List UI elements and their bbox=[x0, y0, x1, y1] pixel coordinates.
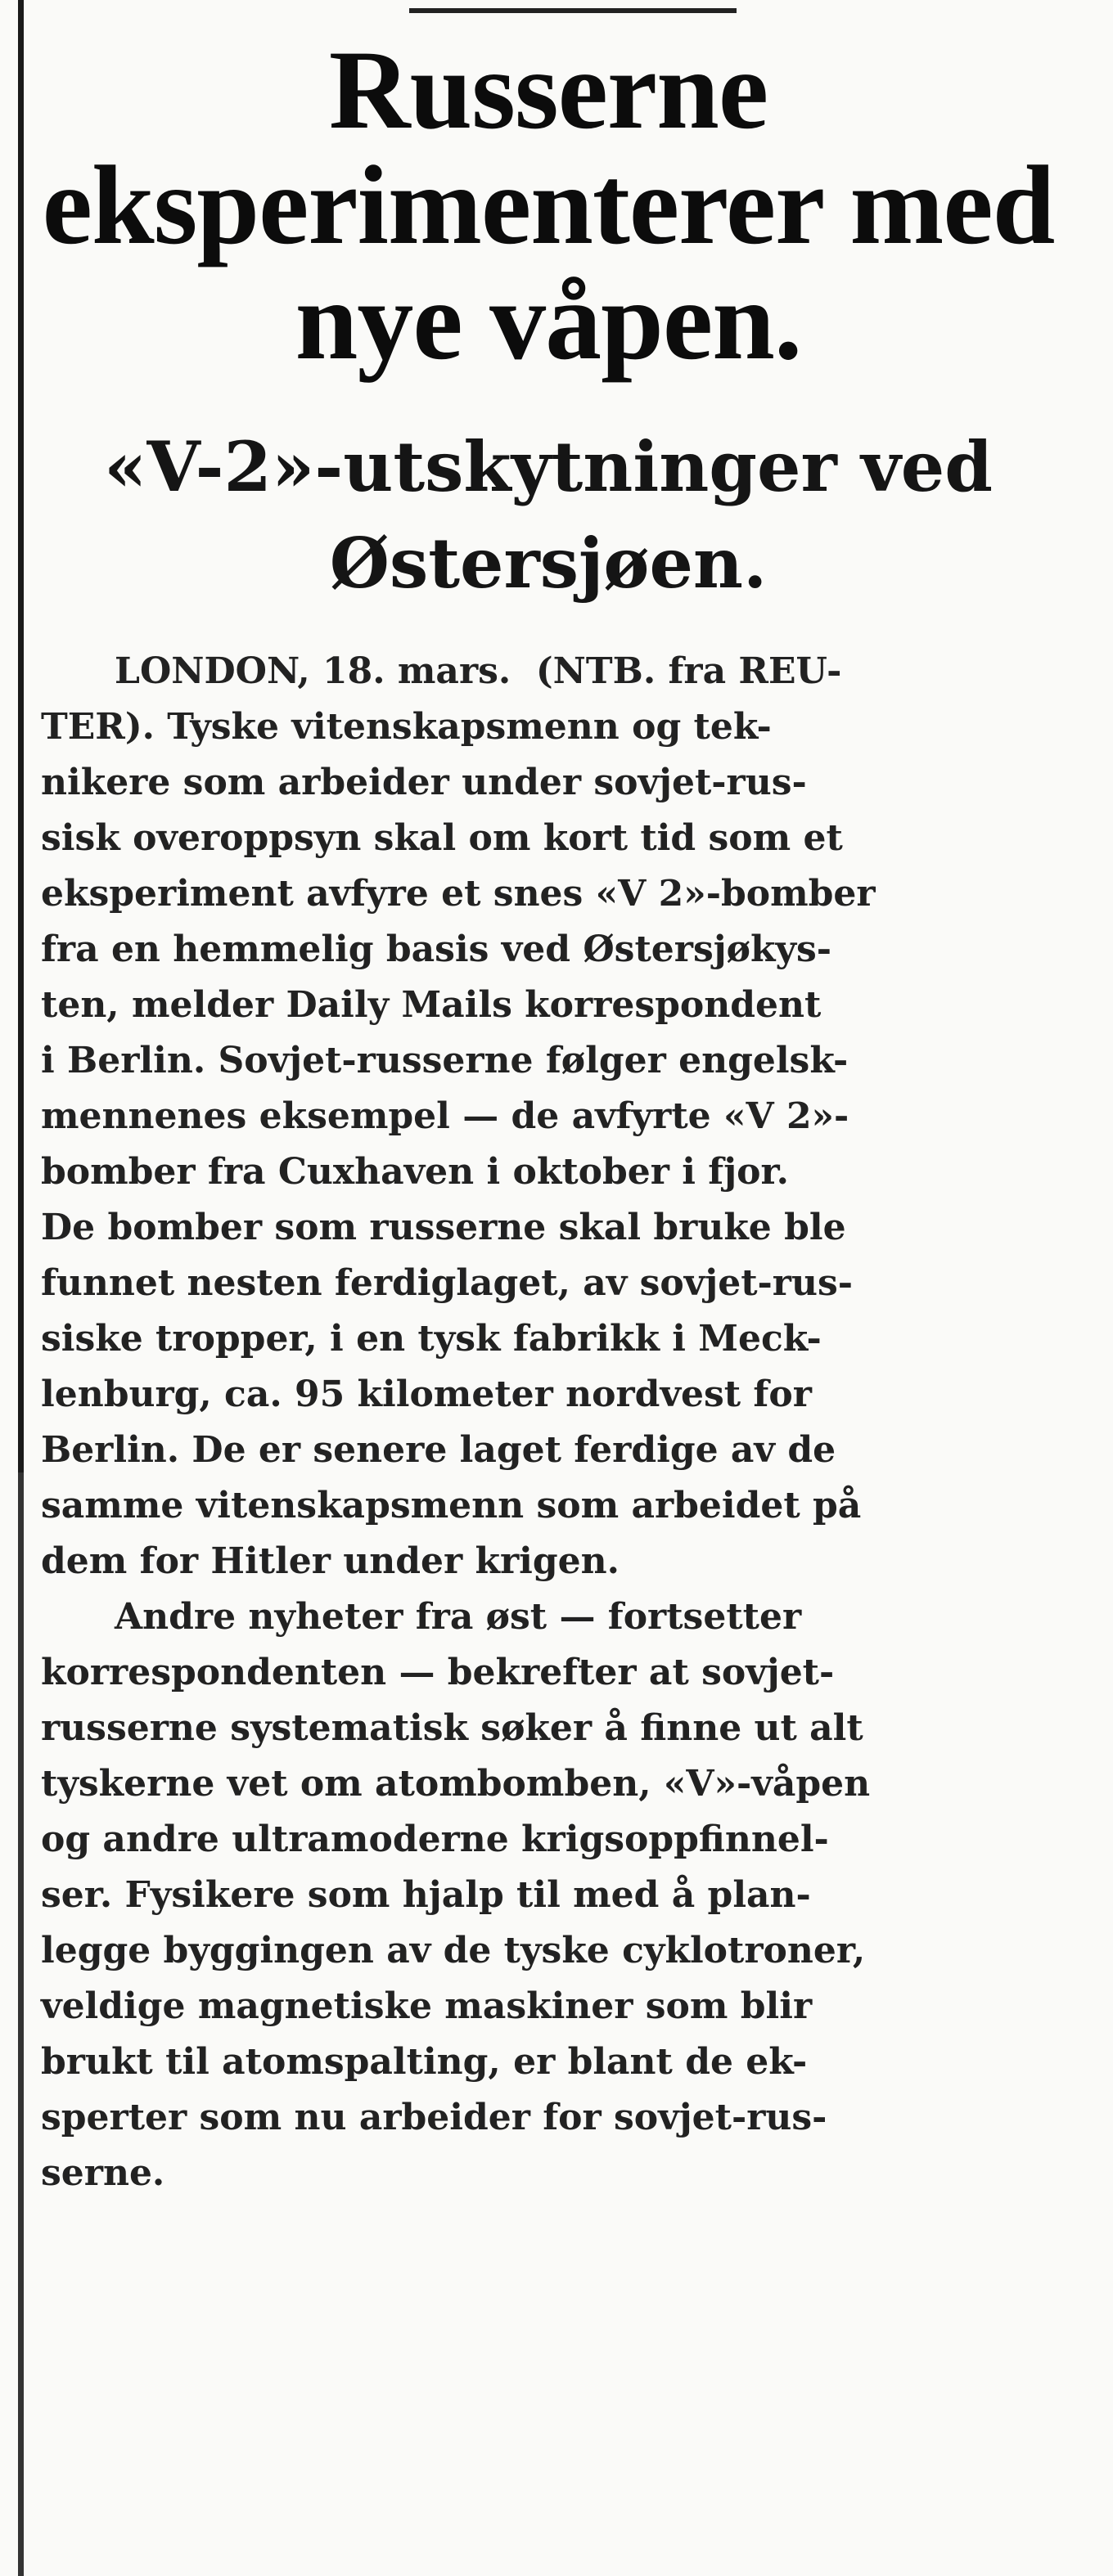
body-line: ten, melder Daily Mails korrespondent bbox=[41, 984, 822, 1027]
body-line: sisk overoppsyn skal om kort tid som et bbox=[41, 817, 843, 860]
body-line: eksperiment avfyre et snes «V 2»-bomber bbox=[41, 873, 876, 915]
headline-line: Russerne bbox=[328, 27, 768, 152]
body-line: nikere som arbeider under sovjet-rus- bbox=[41, 762, 807, 804]
column-rule bbox=[18, 0, 24, 1472]
body-line bbox=[41, 644, 1056, 699]
body-line: Berlin. De er senere laget ferdige av de bbox=[41, 1429, 836, 1472]
body-line: og andre ultramoderne krigsoppfinnel- bbox=[41, 1818, 829, 1861]
body-line: tyskerne vet om atombomben, «V»-våpen bbox=[41, 1763, 871, 1805]
body-line: russerne systematisk søker å finne ut alt bbox=[41, 1707, 863, 1750]
body-line: serne. bbox=[41, 2152, 165, 2195]
body-line: i Berlin. Sovjet-russerne følger engelsk- bbox=[41, 1040, 849, 1082]
body-line: siske tropper, i en tysk fabrikk i Meck- bbox=[41, 1318, 822, 1360]
body-line: sperter som nu arbeider for sovjet-rus- bbox=[41, 2097, 827, 2139]
body-line: fra en hemmelig basis ved Østersjøkys- bbox=[41, 928, 832, 971]
body-line: lenburg, ca. 95 kilometer nordvest for bbox=[41, 1373, 812, 1416]
body-line: brukt til atomspalting, er blant de ek- bbox=[41, 2041, 808, 2084]
body-line: dem for Hitler under krigen. bbox=[41, 1540, 620, 1583]
body-line: TER). Tyske vitenskapsmenn og tek- bbox=[41, 706, 772, 749]
body-line: bomber fra Cuxhaven i oktober i fjor. bbox=[41, 1151, 789, 1194]
body-line: mennenes eksempel — de avfyrte «V 2»- bbox=[41, 1095, 849, 1138]
subheadline bbox=[41, 419, 1056, 611]
headline-line: eksperimenterer med bbox=[42, 142, 1055, 267]
article-body bbox=[41, 644, 1056, 2201]
article bbox=[41, 27, 1056, 2201]
headline-line: nye våpen. bbox=[295, 257, 802, 383]
body-line: De bomber som russerne skal bruke ble bbox=[41, 1207, 846, 1249]
body-line: ser. Fysikere som hjalp til med å plan- bbox=[41, 1874, 811, 1917]
body-line: legge byggingen av de tyske cyklotroner, bbox=[41, 1930, 866, 1972]
body-line: funnet nesten ferdiglaget, av sovjet-rus- bbox=[41, 1262, 853, 1305]
subheadline-line: «V-2»-utskytninger ved bbox=[104, 426, 993, 508]
body-line: korrespondenten — bekrefter at sovjet- bbox=[41, 1652, 835, 1694]
top-rule bbox=[409, 8, 737, 13]
body-line-text: (NTB. fra REU- bbox=[535, 650, 842, 693]
body-line: Andre nyheter fra øst — fortsetter bbox=[115, 1596, 802, 1639]
body-line: veldige magnetiske maskiner som blir bbox=[41, 1985, 813, 2028]
dateline: LONDON, 18. mars. bbox=[115, 650, 511, 693]
column-rule-lower bbox=[18, 1472, 24, 2576]
subheadline-line: Østersjøen. bbox=[329, 522, 768, 604]
body-line: samme vitenskapsmenn som arbeidet på bbox=[41, 1485, 862, 1527]
headline bbox=[41, 27, 1056, 383]
